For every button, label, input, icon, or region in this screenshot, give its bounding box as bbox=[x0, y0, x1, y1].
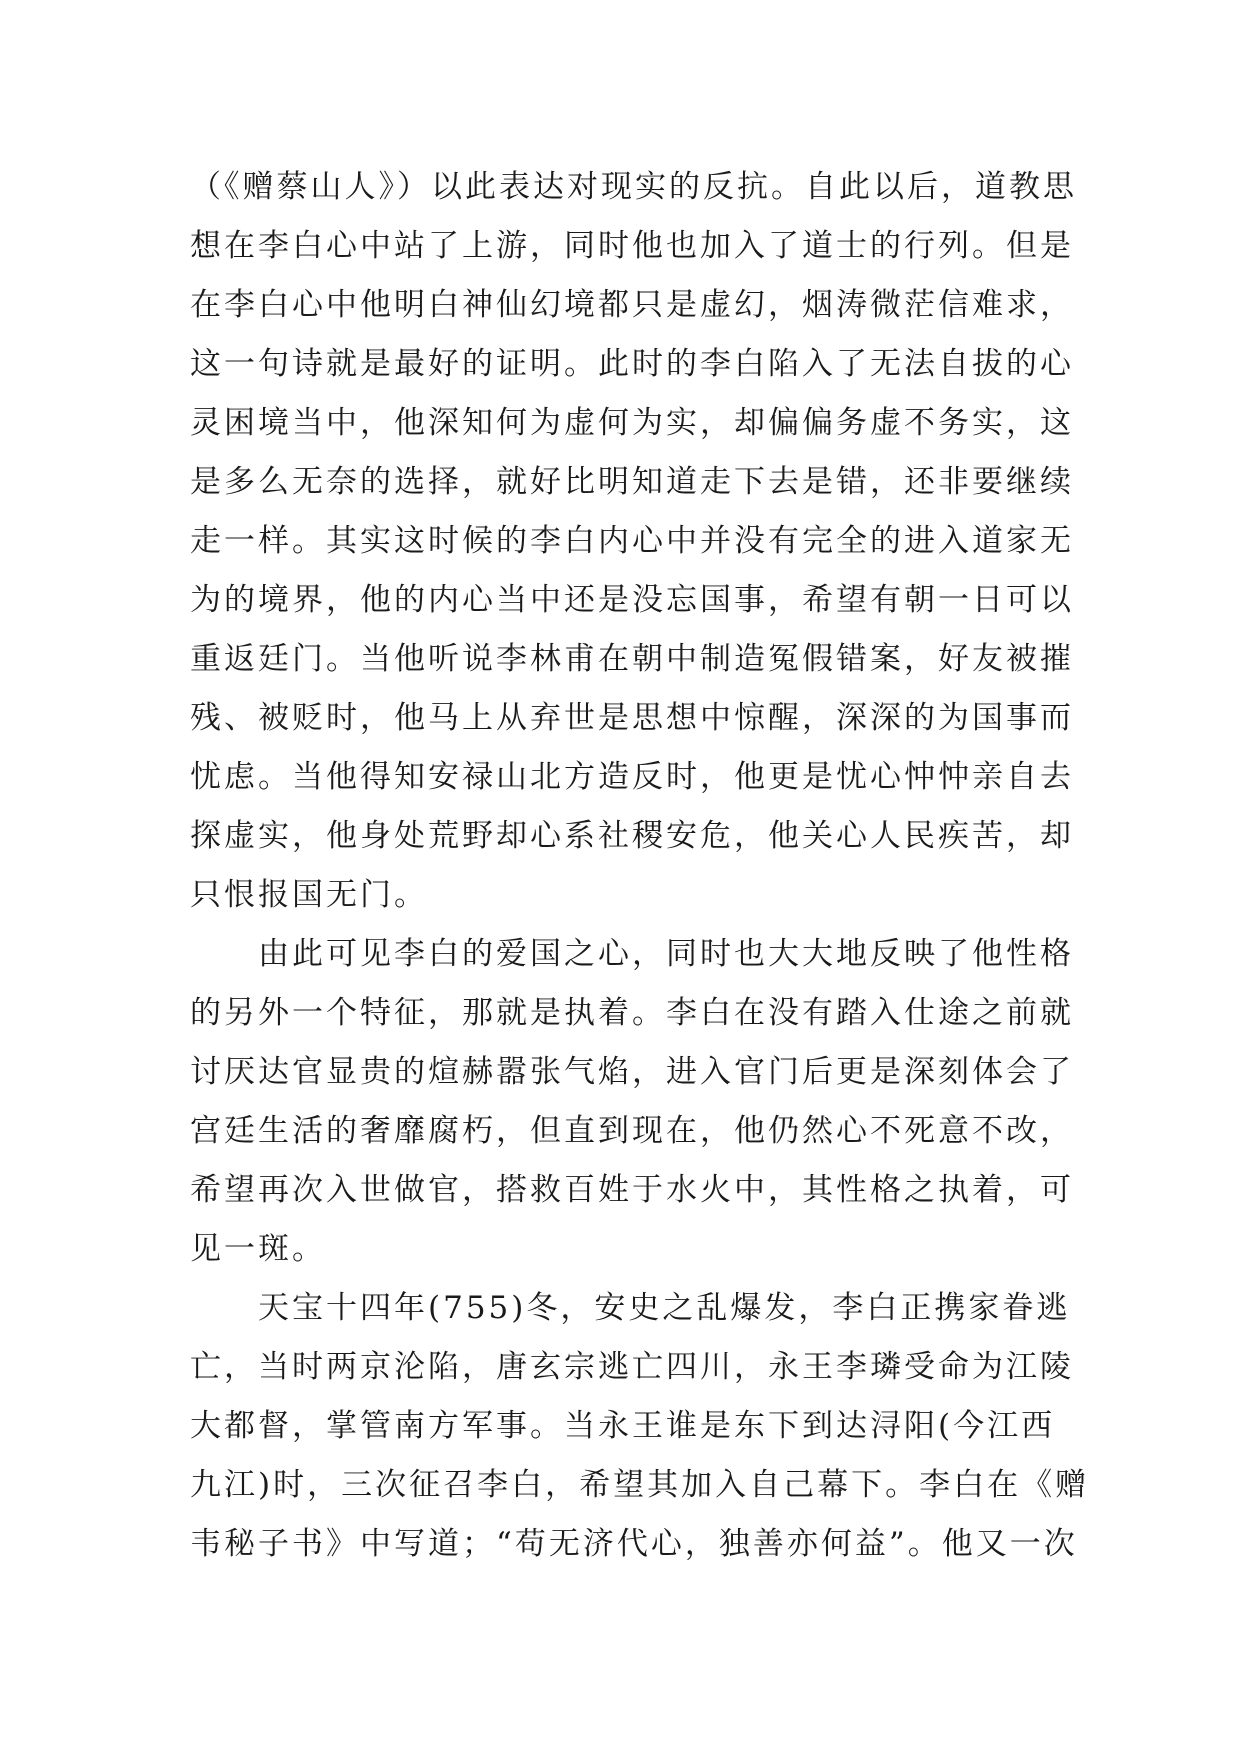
text-line: 希望再次入世做官，搭救百姓于水火中，其性格之执着，可 bbox=[190, 1172, 1074, 1208]
text-line: 见一斑。 bbox=[190, 1231, 326, 1267]
text-line: 忧虑。当他得知安禄山北方造反时，他更是忧心忡忡亲自去 bbox=[190, 759, 1074, 795]
text-line: 重返廷门。当他听说李林甫在朝中制造冤假错案，好友被摧 bbox=[190, 641, 1074, 677]
text-line: 在李白心中他明白神仙幻境都只是虚幻，烟涛微茫信难求， bbox=[190, 287, 1074, 323]
text-line: 的另外一个特征，那就是执着。李白在没有踏入仕途之前就 bbox=[190, 995, 1074, 1031]
text-line: 探虚实，他身处荒野却心系社稷安危，他关心人民疾苦，却 bbox=[190, 818, 1074, 854]
text-line: 九江)时，三次征召李白，希望其加入自己幕下。李白在《赠 bbox=[190, 1467, 1090, 1503]
text-line: 讨厌达官显贵的煊赫嚣张气焰，进入官门后更是深刻体会了 bbox=[190, 1054, 1074, 1090]
text-line: 宫廷生活的奢靡腐朽，但直到现在，他仍然心不死意不改， bbox=[190, 1113, 1074, 1149]
text-line: 天宝十四年(755)冬，安史之乱爆发，李白正携家眷逃 bbox=[190, 1290, 1071, 1326]
text-line: 为的境界，他的内心当中还是没忘国事，希望有朝一日可以 bbox=[190, 582, 1074, 618]
text-line: （《赠蔡山人》）以此表达对现实的反抗。自此以后，道教思 bbox=[190, 169, 1077, 205]
text-line: 残、被贬时，他马上从弃世是思想中惊醒，深深的为国事而 bbox=[190, 700, 1074, 736]
body-text bbox=[190, 158, 1090, 1574]
text-line: 亡，当时两京沦陷，唐玄宗逃亡四川，永王李璘受命为江陵 bbox=[190, 1349, 1074, 1385]
text-line: 由此可见李白的爱国之心，同时也大大地反映了他性格 bbox=[190, 936, 1074, 972]
text-line: 走一样。其实这时候的李白内心中并没有完全的进入道家无 bbox=[190, 523, 1074, 559]
text-line: 韦秘子书》中写道；“苟无济代心，独善亦何益”。他又一次 bbox=[190, 1526, 1078, 1562]
text-line: 灵困境当中，他深知何为虚何为实，却偏偏务虚不务实，这 bbox=[190, 405, 1074, 441]
text-line: 是多么无奈的选择，就好比明知道走下去是错，还非要继续 bbox=[190, 464, 1074, 500]
text-line: 想在李白心中站了上游，同时他也加入了道士的行列。但是 bbox=[190, 228, 1074, 264]
text-line: 只恨报国无门。 bbox=[190, 877, 428, 913]
text-line: 这一句诗就是最好的证明。此时的李白陷入了无法自拔的心 bbox=[190, 346, 1074, 382]
text-line: 大都督，掌管南方军事。当永王谁是东下到达浔阳(今江西 bbox=[190, 1408, 1056, 1444]
